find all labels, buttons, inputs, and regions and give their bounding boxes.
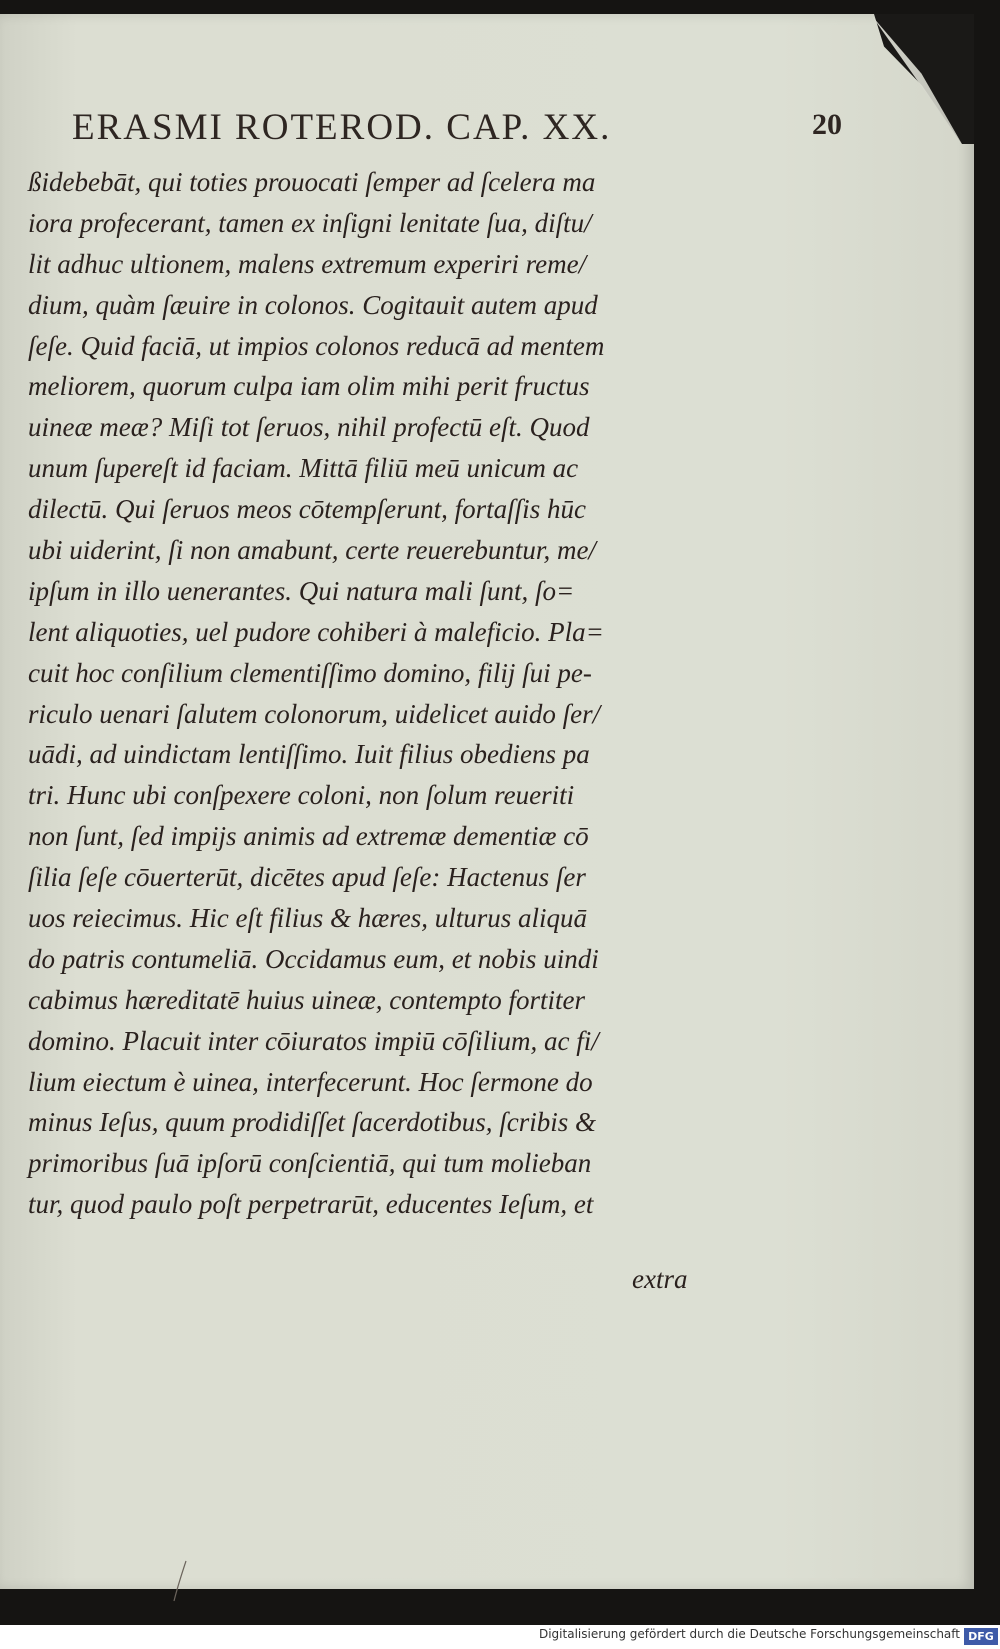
page-header: [72, 106, 842, 154]
text-line: uos reiecimus. Hic eſt filius & hæres, ulturus aliquā: [28, 903, 587, 934]
text-line: lit adhuc ultionem, malens extremum experiri reme/: [28, 248, 587, 279]
running-head: ERASMI ROTEROD. CAP. XX.: [72, 107, 612, 148]
text-line: meliorem, quorum culpa iam olim mihi perit fructus: [28, 371, 590, 402]
text-line: cabimus hæreditatē huius uineæ, contempto fortiter: [28, 984, 585, 1015]
text-line: dium, quàm ſæuire in colonos. Cogitauit autem apud: [28, 289, 598, 320]
text-line: ſilia ſeſe cōuerterūt, dicētes apud ſeſe: Hactenus ſer: [28, 862, 586, 893]
text-line: ſeſe. Quid faciā, ut impios colonos reducā ad mentem: [28, 330, 605, 361]
text-line: lium eiectum è uinea, interfecerunt. Hoc ſermone do: [28, 1066, 593, 1097]
text-line: tri. Hunc ubi conſpexere coloni, non ſolum reueriti: [28, 780, 575, 811]
text-line: uineæ meæ? Miſi tot ſeruos, nihil profectū eſt. Quod: [28, 412, 590, 443]
funding-credit: Digitalisierung gefördert durch die Deutsche Forschungsgemeinschaft: [538, 1627, 960, 1641]
text-line: primoribus ſuā ipſorū conſcientiā, qui tum molieban: [28, 1148, 592, 1179]
text-line: iora profecerant, tamen ex inſigni lenitate ſua, diſtu/: [28, 207, 592, 238]
body-text: [28, 162, 728, 1225]
text-line: uādi, ad uindictam lentiſſimo. Iuit filius obediens pa: [28, 739, 590, 770]
text-line: lent aliquoties, uel pudore cohiberi à maleficio. Pla=: [28, 616, 604, 647]
catchword: extra: [632, 1264, 688, 1294]
folio-number: 20: [812, 108, 842, 141]
text-line: dilectū. Qui ſeruos meos cōtempſerunt, fortaſſis hūc: [28, 494, 586, 525]
text-line: ipſum in illo uenerantes. Qui natura mali ſunt, ſo=: [28, 575, 575, 606]
text-line: ubi uiderint, ſi non amabunt, certe reuerebuntur, me/: [28, 535, 596, 566]
text-line: domino. Placuit inter cōiuratos impiū cōſilium, ac fi/: [28, 1025, 599, 1056]
pen-stroke-mark: [170, 1559, 190, 1603]
book-page: [0, 14, 974, 1589]
text-line: do patris contumeliā. Occidamus eum, et nobis uindi: [28, 943, 599, 974]
dfg-logo-badge: DFG: [964, 1628, 998, 1645]
text-line: unum ſupereſt id faciam. Mittā filiū meū unicum ac: [28, 453, 579, 484]
text-line: riculo uenari ſalutem colonorum, uidelicet auido ſer/: [28, 698, 601, 729]
text-line: tur, quod paulo poſt perpetrarūt, educentes Ieſum, et: [28, 1189, 594, 1220]
text-line: ßidebebāt, qui toties prouocati ſemper ad ſcelera ma: [28, 167, 596, 197]
footer-bar: [0, 1625, 1000, 1649]
text-line: minus Ieſus, quum prodidiſſet ſacerdotibus, ſcribis &: [28, 1107, 596, 1138]
text-line: non ſunt, ſed impijs animis ad extremæ dementiæ cō: [28, 821, 589, 852]
text-line: cuit hoc conſilium clementiſſimo domino, filij ſui pe-: [28, 657, 592, 688]
